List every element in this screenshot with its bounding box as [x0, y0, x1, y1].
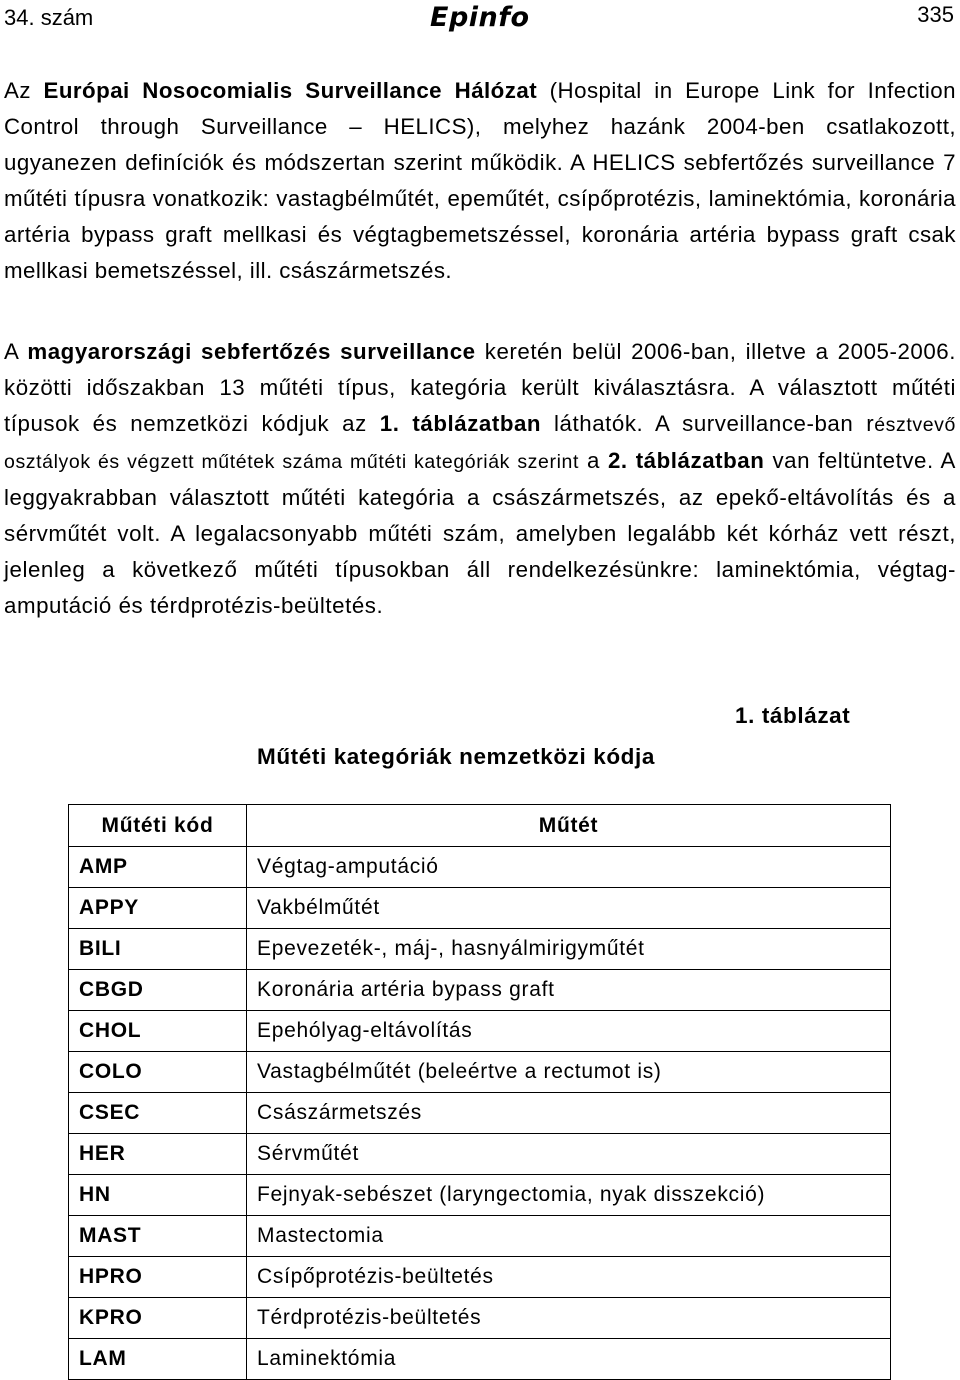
- operation-codes-table: [68, 804, 891, 1380]
- column-header-operation: Műtét: [247, 805, 891, 847]
- table-row: [69, 970, 891, 1011]
- operation-name: Sérvműtét: [247, 1134, 891, 1175]
- operation-name: Végtag-amputáció: [247, 847, 891, 888]
- operation-code: COLO: [69, 1052, 247, 1093]
- operation-code: HPRO: [69, 1257, 247, 1298]
- operation-code: LAM: [69, 1339, 247, 1380]
- paragraph-text: Az: [4, 78, 44, 103]
- operation-name: Csípőprotézis-beültetés: [247, 1257, 891, 1298]
- table-row: [69, 1093, 891, 1134]
- operation-code: BILI: [69, 929, 247, 970]
- table-row: [69, 847, 891, 888]
- paragraph-text: van feltüntetve. A leggyakrabban választott műtéti kategória a császármetszés, az epekő-eltávolítás és a sérvműtét volt. A legalacsonyabb műtéti szám, amelyben legalább két kórház vett részt, jelenleg a következő műtéti típusokban áll rendelkezésünkre: laminektómia, végtag-amputáció és térdprotézis-beültetés.: [4, 448, 956, 618]
- operation-code: CBGD: [69, 970, 247, 1011]
- table-header-row: [69, 805, 891, 847]
- operation-name: Koronária artéria bypass graft: [247, 970, 891, 1011]
- operation-name: Vakbélműtét: [247, 888, 891, 929]
- table-row: [69, 1257, 891, 1298]
- table-row: [69, 1298, 891, 1339]
- operation-code: MAST: [69, 1216, 247, 1257]
- table-title: Műtéti kategóriák nemzetközi kódja: [257, 744, 655, 769]
- journal-logo: Epinfo: [430, 2, 530, 33]
- paragraph-text: láthatók. A surveillance-ban r: [541, 411, 875, 436]
- operation-name: Epehólyag-eltávolítás: [247, 1011, 891, 1052]
- operation-name: Fejnyak-sebészet (laryngectomia, nyak disszekció): [247, 1175, 891, 1216]
- table-reference-2: 2. táblázatban: [607, 448, 765, 473]
- operation-code: CSEC: [69, 1093, 247, 1134]
- operation-code: KPRO: [69, 1298, 247, 1339]
- table-row: [69, 1052, 891, 1093]
- paragraph-hungarian-surveillance: [4, 334, 956, 624]
- table-number: 1. táblázat: [735, 703, 851, 728]
- table-row: [69, 1134, 891, 1175]
- paragraph-text: keretén belül 2006-ban, illetve a 2005-2006. közötti időszakban 13 műtéti típus, kategória került kiválasztásra. A választott műtéti típusok és nemzetközi kódjuk az: [4, 339, 956, 436]
- operation-name: Epevezeték-, máj-, hasnyálmirigyműtét: [247, 929, 891, 970]
- issue-number: 34. szám: [4, 5, 94, 30]
- operation-code: HN: [69, 1175, 247, 1216]
- operation-code: APPY: [69, 888, 247, 929]
- table-row: [69, 929, 891, 970]
- table-row: [69, 1216, 891, 1257]
- column-header-code: Műtéti kód: [69, 805, 247, 847]
- table-row: [69, 1011, 891, 1052]
- table-row: [69, 1175, 891, 1216]
- operation-name: Császármetszés: [247, 1093, 891, 1134]
- paragraph-text-small: észtvevő osztályok és végzett műtétek száma műtéti kategóriák szerint: [4, 414, 956, 473]
- operation-name: Vastagbélműtét (beleértve a rectumot is): [247, 1052, 891, 1093]
- table-row: [69, 1339, 891, 1380]
- operation-code: AMP: [69, 847, 247, 888]
- table-reference-1: 1. táblázatban: [379, 411, 542, 436]
- paragraph-helics: [4, 73, 956, 289]
- operation-name: Mastectomia: [247, 1216, 891, 1257]
- emphasis-surveillance-name: magyarországi sebfertőzés surveillance: [27, 339, 476, 364]
- paragraph-text: A: [4, 339, 28, 364]
- page-number: 335: [917, 2, 954, 27]
- operation-code: HER: [69, 1134, 247, 1175]
- page-header: [0, 0, 960, 40]
- operation-code: CHOL: [69, 1011, 247, 1052]
- paragraph-text: (Hospital in Europe Link for Infection Control through Surveillance – HELICS), melyhez hazánk 2004-ben csatlakozott, ugyanezen definíciók és módszertan szerint működik. A HELICS sebfertőzés surveillance 7 műtéti típusra vonatkozik: vastagbélműtét, epeműtét, csípőprotézis, laminektómia, koronária artéria bypass graft mellkasi és végtagbemetszéssel, koronária artéria bypass graft csak mellkasi bemetszéssel, ill. császármetszés.: [4, 78, 956, 283]
- table-row: [69, 888, 891, 929]
- operation-name: Laminektómia: [247, 1339, 891, 1380]
- operation-name: Térdprotézis-beültetés: [247, 1298, 891, 1339]
- paragraph-text: a: [578, 448, 608, 473]
- emphasis-network-name: Európai Nosocomialis Surveillance Hálózat: [43, 78, 538, 103]
